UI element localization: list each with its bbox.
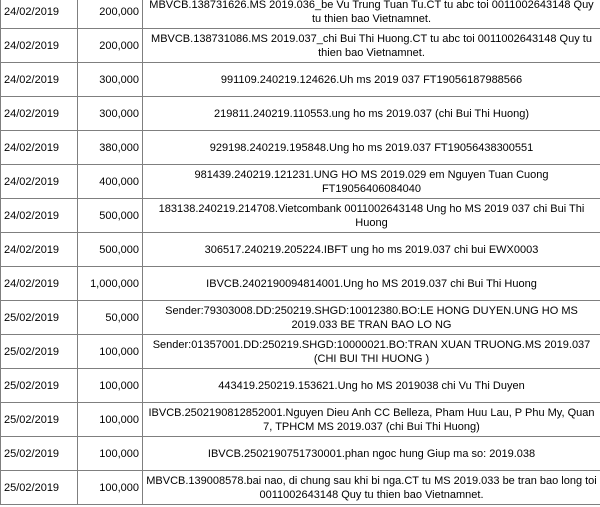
amount-cell: 380,000 [78,131,143,165]
date-cell: 24/02/2019 [1,63,78,97]
amount-cell: 1,000,000 [78,267,143,301]
amount-cell: 100,000 [78,335,143,369]
description-cell: Sender:79303008.DD:250219.SHGD:10012380.BO:LE HONG DUYEN.UNG HO MS 2019.033 BE TRAN BAO LO NG [143,301,600,335]
description-cell: 991109.240219.124626.Uh ms 2019 037 FT19056187988566 [143,63,600,97]
table-row [1,403,600,437]
date-cell: 25/02/2019 [1,301,78,335]
description-cell: MBVCB.138731086.MS 2019.037_chi Bui Thi Huong.CT tu abc toi 0011002643148 Quy tu thien bao Vietnamnet. [143,29,600,63]
description-cell: 219811.240219.110553.ung ho ms 2019.037 (chi Bui Thi Huong) [143,97,600,131]
date-cell: 24/02/2019 [1,233,78,267]
table-row [1,233,600,267]
date-cell: 25/02/2019 [1,369,78,403]
table-row [1,369,600,403]
date-cell: 24/02/2019 [1,131,78,165]
description-cell: IBVCB.2402190094814001.Ung ho MS 2019.037 chi Bui Thi Huong [143,267,600,301]
date-cell: 24/02/2019 [1,0,78,29]
amount-cell: 100,000 [78,369,143,403]
date-cell: 25/02/2019 [1,437,78,471]
transactions-body [1,0,600,505]
date-cell: 24/02/2019 [1,97,78,131]
date-cell: 24/02/2019 [1,29,78,63]
description-cell: 443419.250219.153621.Ung ho MS 2019038 chi Vu Thi Duyen [143,369,600,403]
description-cell: IBVCB.2502190812852001.Nguyen Dieu Anh CC Belleza, Pham Huu Lau, P Phu My, Quan 7, TPHCM MS 2019.037 (chi Bui Thi Huong) [143,403,600,437]
description-cell: 306517.240219.205224.IBFT ung ho ms 2019.037 chi bui EWX0003 [143,233,600,267]
description-cell: IBVCB.2502190751730001.phan ngoc hung Giup ma so: 2019.038 [143,437,600,471]
date-cell: 24/02/2019 [1,267,78,301]
description-cell: MBVCB.138731626.MS 2019.036_be Vu Trung Tuan Tu.CT tu abc toi 0011002643148 Quy tu thien bao Vietnamnet. [143,0,600,29]
date-cell: 25/02/2019 [1,471,78,505]
table-row [1,437,600,471]
description-cell: 981439.240219.121231.UNG HO MS 2019.029 em Nguyen Tuan Cuong FT19056406084040 [143,165,600,199]
table-row [1,63,600,97]
amount-cell: 100,000 [78,471,143,505]
amount-cell: 300,000 [78,97,143,131]
amount-cell: 500,000 [78,233,143,267]
table-row [1,267,600,301]
date-cell: 25/02/2019 [1,335,78,369]
table-row [1,97,600,131]
date-cell: 25/02/2019 [1,403,78,437]
description-cell: 929198.240219.195848.Ung ho ms 2019.037 FT19056438300551 [143,131,600,165]
table-row [1,471,600,505]
table-row [1,131,600,165]
table-row [1,0,600,29]
date-cell: 24/02/2019 [1,199,78,233]
table-row [1,29,600,63]
description-cell: Sender:01357001.DD:250219.SHGD:10000021.BO:TRAN XUAN TRUONG.MS 2019.037 (CHI BUI THI HUONG ) [143,335,600,369]
amount-cell: 100,000 [78,403,143,437]
amount-cell: 200,000 [78,0,143,29]
amount-cell: 500,000 [78,199,143,233]
table-row [1,199,600,233]
amount-cell: 50,000 [78,301,143,335]
table-row [1,335,600,369]
date-cell: 24/02/2019 [1,165,78,199]
amount-cell: 300,000 [78,63,143,97]
table-row [1,165,600,199]
amount-cell: 100,000 [78,437,143,471]
description-cell: MBVCB.139008578.bai nao, di chung sau khi bi nga.CT tu MS 2019.033 be tran bao long toi 0011002643148 Quy tu thien bao Vietnamnet. [143,471,600,505]
amount-cell: 200,000 [78,29,143,63]
description-cell: 183138.240219.214708.Vietcombank 0011002643148 Ung ho MS 2019 037 chi Bui Thi Huong [143,199,600,233]
amount-cell: 400,000 [78,165,143,199]
table-row [1,301,600,335]
